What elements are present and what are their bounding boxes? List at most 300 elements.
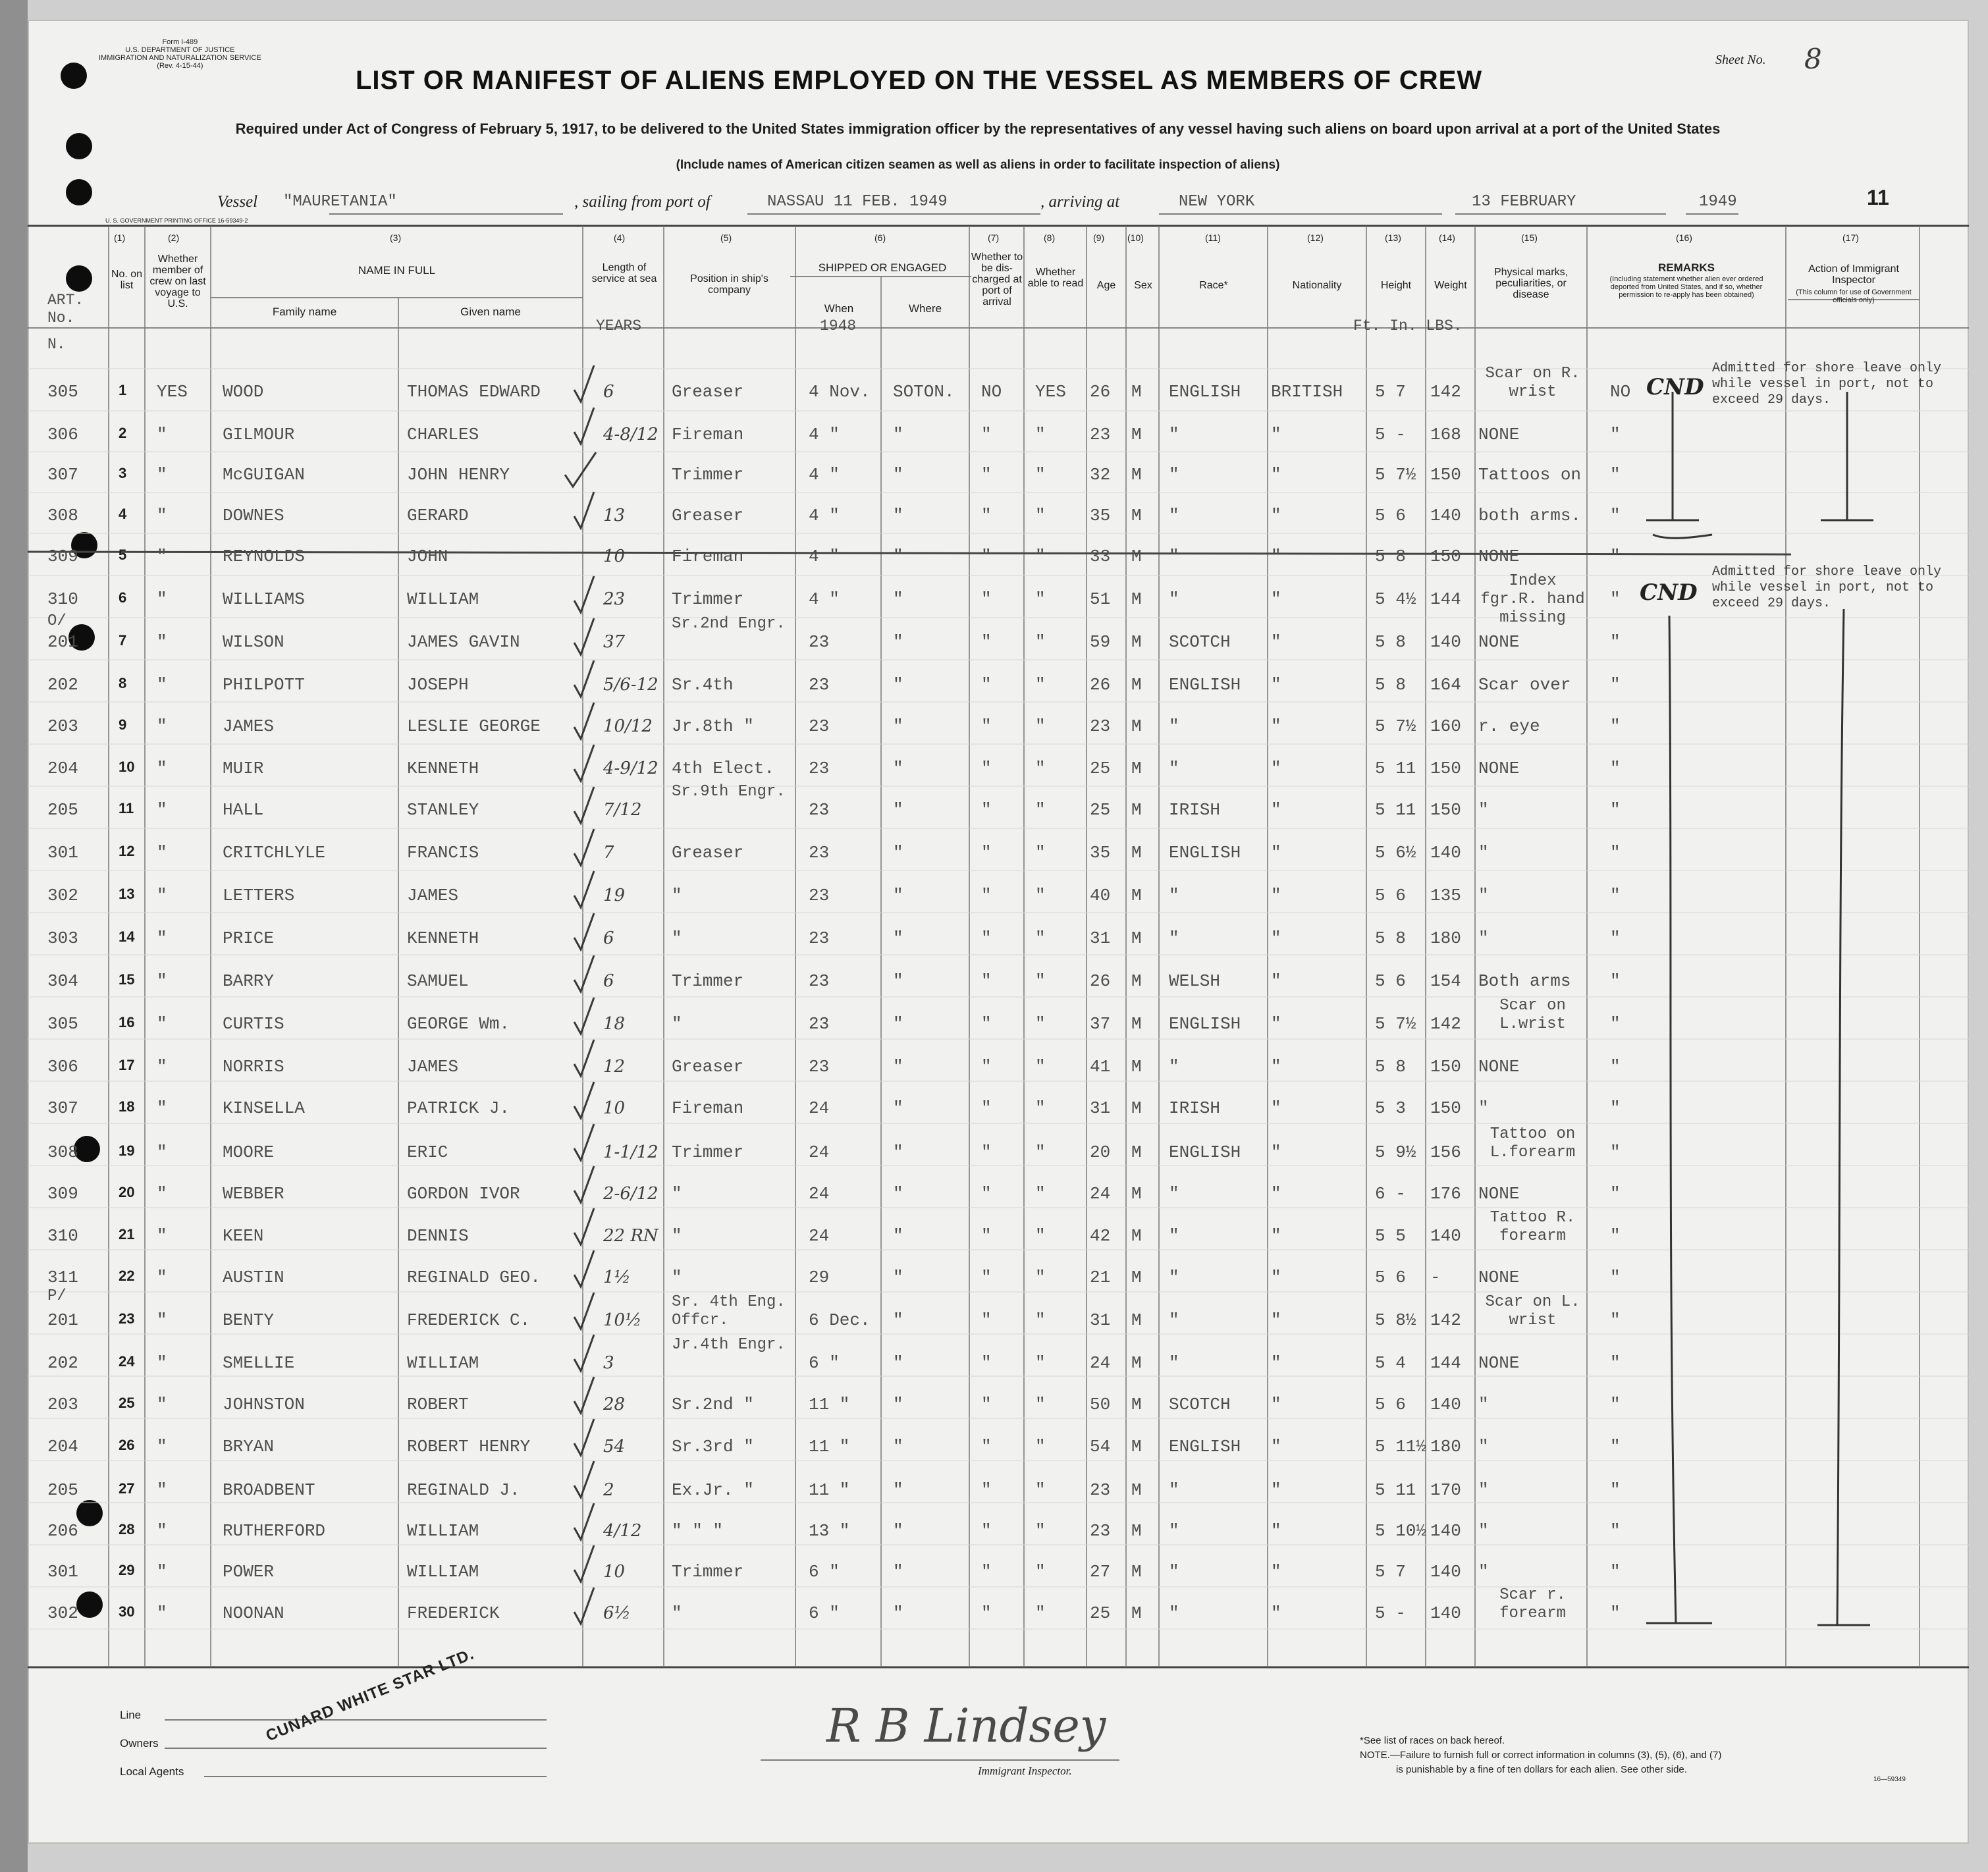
list-number: 23 [119,1310,135,1327]
nationality: " [1271,1057,1281,1077]
physical-marks: Scar over [1478,675,1571,695]
age: 23 [1090,1521,1111,1541]
sex: M [1131,547,1142,566]
engaged-where: " [893,1437,903,1457]
vessel-name: "MAURETANIA" [283,193,397,211]
vessel-label: Vessel [217,193,258,211]
art-number: 203 [47,1395,78,1414]
family-name: BARRY [223,971,275,991]
given-name: PATRICK J. [407,1098,510,1118]
sex: M [1131,1057,1142,1077]
list-number: 1 [119,382,127,398]
shore-leave-note: Admitted for shore leave only while vessel in port, not to exceed 29 days. [1712,361,1942,408]
engaged-when: 6 " [809,1603,840,1623]
cnd-stamp: CND [1640,579,1698,606]
engaged-where: " [893,971,903,991]
engaged-when: 4 Nov. [809,382,871,402]
member-last-voyage: " [157,589,167,609]
weight: 164 [1430,675,1461,695]
family-name: POWER [223,1562,275,1582]
weight: 150 [1430,465,1461,485]
family-name: REYNOLDS [223,547,305,566]
age: 25 [1090,759,1111,778]
weight: 170 [1430,1480,1461,1500]
list-number: 14 [119,928,135,945]
family-name: SMELLIE [223,1353,295,1373]
discharged-flag: " [981,1226,992,1246]
can-read: " [1035,800,1046,820]
engaged-where: " [893,1521,903,1541]
family-name: CURTIS [223,1014,284,1034]
member-last-voyage: " [157,675,167,695]
given-name: WILLIAM [407,1521,479,1541]
list-number: 9 [119,716,127,733]
ship-position: Trimmer [672,465,744,485]
member-last-voyage: " [157,1184,167,1204]
engaged-where: " [893,1014,903,1034]
weight: 142 [1430,1310,1461,1330]
remarks: " [1610,1521,1621,1541]
list-number: 4 [119,506,127,522]
remarks: NO [1610,382,1631,402]
physical-marks: Both arms [1478,971,1571,991]
ship-position: Greaser [672,1057,744,1077]
ship-position: Ex.Jr. " [672,1480,754,1500]
ship-position: Sr.3rd " [672,1437,754,1457]
family-name: LETTERS [223,886,295,905]
page-number: 11 [1867,186,1889,209]
nationality: " [1271,1437,1281,1457]
art-number: 302 [47,1603,78,1623]
header-discharged: Whether to be dis-charged at port of arrival [971,252,1023,308]
physical-marks: both arms. [1478,506,1582,525]
given-name: FREDERICK C. [407,1310,531,1330]
family-name: GILMOUR [223,425,295,444]
remarks: " [1610,425,1621,444]
header-action-detail: (This column for use of Government officials only) [1796,288,1912,304]
header-remarks: REMARKS [1658,261,1715,274]
height: 5 8 [1375,547,1406,566]
discharged-flag: " [981,1603,992,1623]
can-read: " [1035,1437,1046,1457]
age: 26 [1090,971,1111,991]
age: 25 [1090,1603,1111,1623]
art-number: 307 [47,1098,78,1118]
remarks: " [1610,1603,1621,1623]
given-name: JOSEPH [407,675,469,695]
given-name: REGINALD J. [407,1480,520,1500]
discharged-flag: " [981,800,992,820]
discharged-flag: " [981,1562,992,1582]
service-length: 2-6/12 [603,1184,658,1204]
remarks: " [1610,928,1621,948]
can-read: " [1035,1268,1046,1287]
column-number: (13) [1385,232,1401,243]
art-number: 202 [47,1353,78,1373]
physical-marks: Tattoo on L.forearm [1490,1125,1576,1162]
weight: 160 [1430,716,1461,736]
list-number: 21 [119,1226,135,1243]
age: 26 [1090,382,1111,402]
physical-marks: " [1478,1437,1489,1457]
remarks: " [1610,886,1621,905]
arriving-label: , arriving at [1040,193,1120,211]
engaged-where: " [893,1098,903,1118]
header-height: Height [1380,280,1412,291]
family-name: WILLIAMS [223,589,305,609]
given-name: WILLIAM [407,1353,479,1373]
header-family-name: Family name [272,306,337,318]
nationality: " [1271,1480,1281,1500]
engaged-where: " [893,1603,903,1623]
weight: 180 [1430,1437,1461,1457]
engaged-where: " [893,928,903,948]
art-number: 303 [47,928,78,948]
member-last-voyage: " [157,506,167,525]
engaged-when: 6 " [809,1562,840,1582]
physical-marks: " [1478,1480,1489,1500]
engaged-when: 29 [809,1268,830,1287]
list-number: 18 [119,1098,135,1115]
sex: M [1131,971,1142,991]
nationality: " [1271,886,1281,905]
engaged-when: 24 [809,1142,830,1162]
ship-position: Sr.2nd Engr. [672,615,786,633]
engaged-where: " [893,716,903,736]
engaged-when: 11 " [809,1437,850,1457]
height: 5 - [1375,1603,1406,1623]
weight: 140 [1430,506,1461,525]
height: 5 6 [1375,1395,1406,1414]
ship-position: Sr.2nd " [672,1395,754,1414]
engaged-where: " [893,1184,903,1204]
ship-position: Trimmer [672,971,744,991]
sex: M [1131,1603,1142,1623]
header-sex: Sex [1134,280,1152,291]
art-number: 308 [47,506,78,525]
remarks: " [1610,1057,1621,1077]
given-name: WILLIAM [407,1562,479,1582]
nationality: " [1271,1603,1281,1623]
weight: 176 [1430,1184,1461,1204]
race: ENGLISH [1169,843,1241,863]
age: 33 [1090,547,1111,566]
can-read: " [1035,886,1046,905]
column-number: (3) [390,232,402,243]
art-number: 306 [47,425,78,444]
physical-marks: Scar on L.wrist [1499,997,1566,1033]
physical-marks: " [1478,1521,1489,1541]
physical-marks: " [1478,1562,1489,1582]
service-length: 22 RN [603,1226,658,1246]
discharged-flag: " [981,506,992,525]
physical-marks: " [1478,886,1489,905]
age: 20 [1090,1142,1111,1162]
race: " [1169,1310,1179,1330]
can-read: " [1035,506,1046,525]
discharged-flag: " [981,1268,992,1287]
race: " [1169,1184,1179,1204]
departure-port: NASSAU 11 FEB. 1949 [767,193,948,211]
member-last-voyage: " [157,971,167,991]
physical-marks: " [1478,800,1489,820]
member-last-voyage: " [157,1562,167,1582]
nationality: " [1271,1521,1281,1541]
nationality: BRITISH [1271,382,1343,402]
age: 26 [1090,675,1111,695]
nationality: " [1271,506,1281,525]
height: 6 - [1375,1184,1406,1204]
engaged-where: " [893,843,903,863]
family-name: WOOD [223,382,264,402]
race: " [1169,928,1179,948]
list-number: 29 [119,1562,135,1578]
nationality: " [1271,716,1281,736]
given-name: FREDERICK [407,1603,500,1623]
list-number: 26 [119,1437,135,1453]
service-length: 19 [603,886,626,905]
physical-marks: Tattoos on [1478,465,1582,485]
engaged-when: 13 " [809,1521,850,1541]
family-name: McGUIGAN [223,465,305,485]
art-prefix: O/ [47,612,67,630]
weight: 150 [1430,547,1461,566]
engaged-where: " [893,1310,903,1330]
age: 24 [1090,1353,1111,1373]
list-number: 30 [119,1603,135,1620]
height: 5 11½ [1375,1437,1427,1457]
column-number: (16) [1676,232,1692,243]
race: SCOTCH [1169,1395,1231,1414]
service-length: 2 [603,1480,614,1500]
art-number: 201 [47,1310,78,1330]
discharged-flag: " [981,759,992,778]
list-number: 22 [119,1268,135,1284]
nationality: " [1271,1353,1281,1373]
weight: 156 [1430,1142,1461,1162]
remarks: " [1610,971,1621,991]
sex: M [1131,1480,1142,1500]
remarks: " [1610,716,1621,736]
race: " [1169,1562,1179,1582]
nationality: " [1271,759,1281,778]
discharged-flag: " [981,1184,992,1204]
ship-position: " [672,1226,682,1246]
service-length: 23 [603,589,626,609]
height: 5 8 [1375,1057,1406,1077]
remarks: " [1610,1098,1621,1118]
height: 5 8 [1375,928,1406,948]
member-last-voyage: " [157,1353,167,1373]
service-length: 10 [603,547,626,566]
physical-marks: NONE [1478,1268,1520,1287]
remarks: " [1610,759,1621,778]
ship-position: " [672,1268,682,1287]
engaged-where: " [893,1057,903,1077]
physical-marks: Scar on L. wrist [1485,1293,1580,1329]
remarks: " [1610,800,1621,820]
ship-position: " [672,928,682,948]
engaged-when: 23 [809,1057,830,1077]
nationality: " [1271,675,1281,695]
remarks: " [1610,547,1621,566]
member-last-voyage: " [157,1395,167,1414]
art-number: 309 [47,547,78,566]
family-name: PHILPOTT [223,675,305,695]
weight: 168 [1430,425,1461,444]
age: 31 [1090,928,1111,948]
discharged-flag: " [981,1353,992,1373]
ship-position: Trimmer [672,1142,744,1162]
nationality: " [1271,465,1281,485]
print-code: 16—59349 [1873,1776,1906,1783]
service-length: 1½ [603,1268,631,1287]
can-read: " [1035,1057,1046,1077]
form-revision: (Rev. 4-15-44) [157,62,203,70]
header-physical-marks: Physical marks, peculiarities, or disease [1493,267,1569,300]
list-number: 6 [119,589,127,606]
sex: M [1131,928,1142,948]
engaged-where: " [893,425,903,444]
penalty-note-cont: is punishable by a fine of ten dollars for each alien. See other side. [1396,1764,1687,1775]
engaged-when: 6 Dec. [809,1310,871,1330]
family-name: HALL [223,800,264,820]
engaged-where: " [893,1395,903,1414]
physical-marks: Tattoo R. forearm [1490,1209,1576,1245]
remarks: " [1610,632,1621,652]
year-1948: 1948 [820,317,857,334]
discharged-flag: " [981,843,992,863]
cnd-stamp: CND [1646,374,1704,400]
engaged-when: 23 [809,843,830,863]
document-title: LIST OR MANIFEST OF ALIENS EMPLOYED ON THE VESSEL AS MEMBERS OF CREW [356,66,1483,95]
race: IRISH [1169,1098,1221,1118]
family-name: DOWNES [223,506,284,525]
discharged-flag: " [981,886,992,905]
service-length: 4-9/12 [603,759,658,778]
list-number: 19 [119,1142,135,1159]
remarks: " [1610,506,1621,525]
discharged-flag: NO [981,382,1002,402]
race: " [1169,547,1179,566]
given-name: FRANCIS [407,843,479,863]
sex: M [1131,1310,1142,1330]
list-number: 28 [119,1521,135,1538]
age: 40 [1090,886,1111,905]
member-last-voyage: " [157,716,167,736]
member-last-voyage: " [157,465,167,485]
discharged-flag: " [981,632,992,652]
sex: M [1131,800,1142,820]
height: 5 6 [1375,886,1406,905]
discharged-flag: " [981,971,992,991]
member-last-voyage: " [157,928,167,948]
physical-marks: Index fgr.R. hand missing [1480,572,1585,627]
header-when: When [824,302,854,315]
race: SCOTCH [1169,632,1231,652]
company-stamp: CUNARD WHITE STAR LTD. [263,1645,477,1746]
nationality: " [1271,632,1281,652]
weight: 150 [1430,800,1461,820]
age: 51 [1090,589,1111,609]
engaged-when: 6 " [809,1353,840,1373]
column-number: (17) [1842,232,1859,243]
engaged-when: 23 [809,971,830,991]
member-last-voyage: " [157,843,167,863]
member-last-voyage: " [157,547,167,566]
remarks: " [1610,1014,1621,1034]
given-name: SAMUEL [407,971,469,991]
height: 5 7 [1375,382,1406,402]
engaged-when: 23 [809,716,830,736]
engaged-when: 4 " [809,506,840,525]
engaged-when: 4 " [809,425,840,444]
column-number: (15) [1521,232,1538,243]
document-instructions: (Include names of American citizen seamen as well as aliens in order to facilitate inspection of aliens) [676,158,1280,172]
ship-position: Trimmer [672,589,744,609]
age: 23 [1090,1480,1111,1500]
family-name: JOHNSTON [223,1395,305,1414]
service-length: 5/6-12 [603,675,658,695]
header-length-of-service: Length of service at sea [591,262,657,284]
remarks: " [1610,1437,1621,1457]
age: 31 [1090,1098,1111,1118]
remarks: " [1610,1268,1621,1287]
member-last-voyage: " [157,800,167,820]
engaged-when: 23 [809,759,830,778]
remarks: " [1610,1562,1621,1582]
family-name: MUIR [223,759,264,778]
art-number: 205 [47,800,78,820]
weight: 144 [1430,589,1461,609]
sex: M [1131,589,1142,609]
service-length: 1-1/12 [603,1142,658,1162]
height: 5 6 [1375,1268,1406,1287]
age: 37 [1090,1014,1111,1034]
age: 23 [1090,425,1111,444]
height: 5 11 [1375,1480,1416,1500]
discharged-flag: " [981,1098,992,1118]
member-last-voyage: " [157,886,167,905]
shore-leave-note: Admitted for shore leave only while vessel in port, not to exceed 29 days. [1712,564,1942,611]
physical-marks: NONE [1478,1353,1520,1373]
sex: M [1131,1562,1142,1582]
height: 5 - [1375,425,1406,444]
engaged-where: SOTON. [893,382,955,402]
sex: M [1131,1353,1142,1373]
races-note: *See list of races on back hereof. [1360,1735,1505,1746]
engaged-when: 4 " [809,589,840,609]
ship-position: " " " [672,1521,724,1541]
header-race: Race* [1199,280,1228,291]
remarks: " [1610,589,1621,609]
discharged-flag: " [981,465,992,485]
art-number: 305 [47,382,78,402]
engaged-when: 4 " [809,547,840,566]
given-name: WILLIAM [407,589,479,609]
physical-marks: r. eye [1478,716,1540,736]
header-where: Where [908,302,942,315]
service-length: 10½ [603,1310,642,1330]
remarks: " [1610,465,1621,485]
member-last-voyage: " [157,1098,167,1118]
list-number: 24 [119,1353,135,1370]
can-read: " [1035,716,1046,736]
family-name: BROADBENT [223,1480,315,1500]
weight: 142 [1430,382,1461,402]
nationality: " [1271,589,1281,609]
list-number: 12 [119,843,135,859]
